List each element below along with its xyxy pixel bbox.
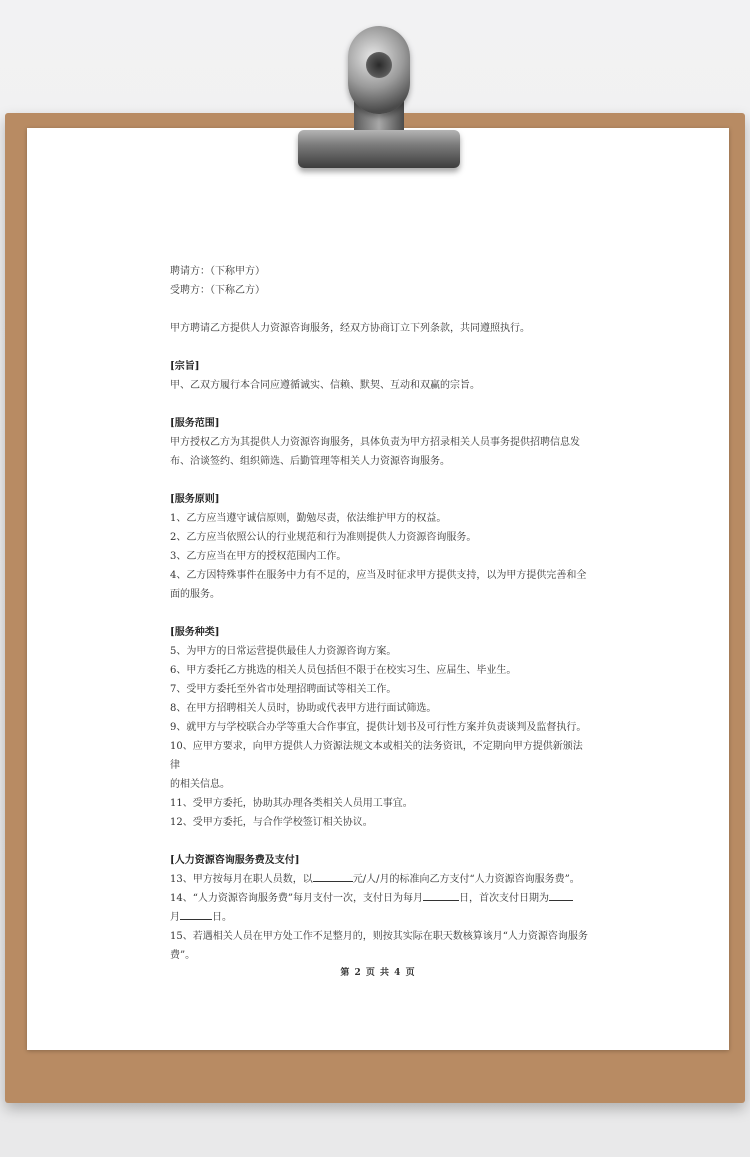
first-payment-blank xyxy=(549,889,573,901)
principle-item-4-line-1: 4、乙方因特殊事件在服务中力有不足的，应当及时征求甲方提供支持，以为甲方提供完善和全 xyxy=(170,570,587,581)
clip-base xyxy=(298,130,460,168)
fee-item-15-line-1: 15、若遇相关人员在甲方处工作不足整月的，则按其实际在职天数核算该月“人力资源咨询服务 xyxy=(170,931,588,942)
principle-item-1: 1、乙方应当遵守诚信原则，勤勉尽责，依法维护甲方的权益。 xyxy=(170,513,447,524)
type-item-6: 6、甲方委托乙方挑选的相关人员包括但不限于在校实习生、应届生、毕业生。 xyxy=(170,665,517,676)
principle-item-3: 3、乙方应当在甲方的授权范围内工作。 xyxy=(170,551,347,562)
type-item-5: 5、为甲方的日常运营提供最佳人力资源咨询方案。 xyxy=(170,646,397,657)
page-number: 第 2 页 共 4 页 xyxy=(340,968,416,978)
section-title-types: [服务种类] xyxy=(170,627,220,638)
type-item-8: 8、在甲方招聘相关人员时，协助或代表甲方进行面试筛选。 xyxy=(170,703,437,714)
fee-item-13-prefix: 13、甲方按每月在职人员数，以 xyxy=(170,874,313,885)
section-title-fees: [人力资源咨询服务费及支付] xyxy=(170,855,300,866)
principle-item-4-line-2: 面的服务。 xyxy=(170,589,220,600)
fee-item-14-middle: 日，首次支付日期为 xyxy=(458,893,549,904)
type-item-10-line-1: 10、应甲方要求，向甲方提供人力资源法规文本或相关的法务资讯，不定期向甲方提供新颁法律 xyxy=(170,741,583,771)
payment-day-blank xyxy=(423,889,459,901)
employee-line: 受聘方：（下称乙方） xyxy=(170,285,265,296)
clip-hole xyxy=(366,52,392,78)
purpose-text: 甲、乙双方履行本合同应遵循诚实、信赖、默契、互动和双赢的宗旨。 xyxy=(170,380,480,391)
employer-line: 聘请方：（下称甲方） xyxy=(170,266,265,277)
fee-item-14-line-1 xyxy=(170,889,590,908)
first-payment-day-blank xyxy=(180,908,212,920)
type-item-11: 11、受甲方委托，协助其办理各类相关人员用工事宜。 xyxy=(170,798,413,809)
fee-item-13-suffix: 元/人/月的标准向乙方支付“人力资源咨询服务费”。 xyxy=(352,874,580,885)
contract-text xyxy=(170,262,590,965)
fee-item-14-prefix: 14、“人力资源咨询服务费”每月支付一次，支付日为每月 xyxy=(170,893,423,904)
fee-item-14-line-2 xyxy=(170,908,590,927)
fee-item-14-month: 月 xyxy=(170,912,180,923)
type-item-10-line-2: 的相关信息。 xyxy=(170,779,230,790)
section-title-scope: [服务范围] xyxy=(170,418,220,429)
type-item-7: 7、受甲方委托至外省市处理招聘面试等相关工作。 xyxy=(170,684,397,695)
principle-item-2: 2、乙方应当依照公认的行业规范和行为准则提供人力资源咨询服务。 xyxy=(170,532,477,543)
section-title-purpose: [宗旨] xyxy=(170,361,200,372)
fee-item-15-line-2: 费”。 xyxy=(170,950,196,961)
fee-rate-blank xyxy=(313,870,353,882)
type-item-12: 12、受甲方委托，与合作学校签订相关协议。 xyxy=(170,817,373,828)
intro-paragraph: 甲方聘请乙方提供人力资源咨询服务，经双方协商订立下列条款，共同遵照执行。 xyxy=(170,323,530,334)
section-title-principles: [服务原则] xyxy=(170,494,220,505)
scope-line-2: 布、洽谈签约、组织筛选、后勤管理等相关人力资源咨询服务。 xyxy=(170,456,450,467)
scope-line-1: 甲方授权乙方为其提供人力资源咨询服务，具体负责为甲方招录相关人员事务提供招聘信息发 xyxy=(170,437,580,448)
type-item-9: 9、就甲方与学校联合办学等重大合作事宜，提供计划书及可行性方案并负责谈判及监督执行。 xyxy=(170,722,587,733)
fee-item-13 xyxy=(170,870,590,889)
fee-item-14-end: 日。 xyxy=(212,912,232,923)
